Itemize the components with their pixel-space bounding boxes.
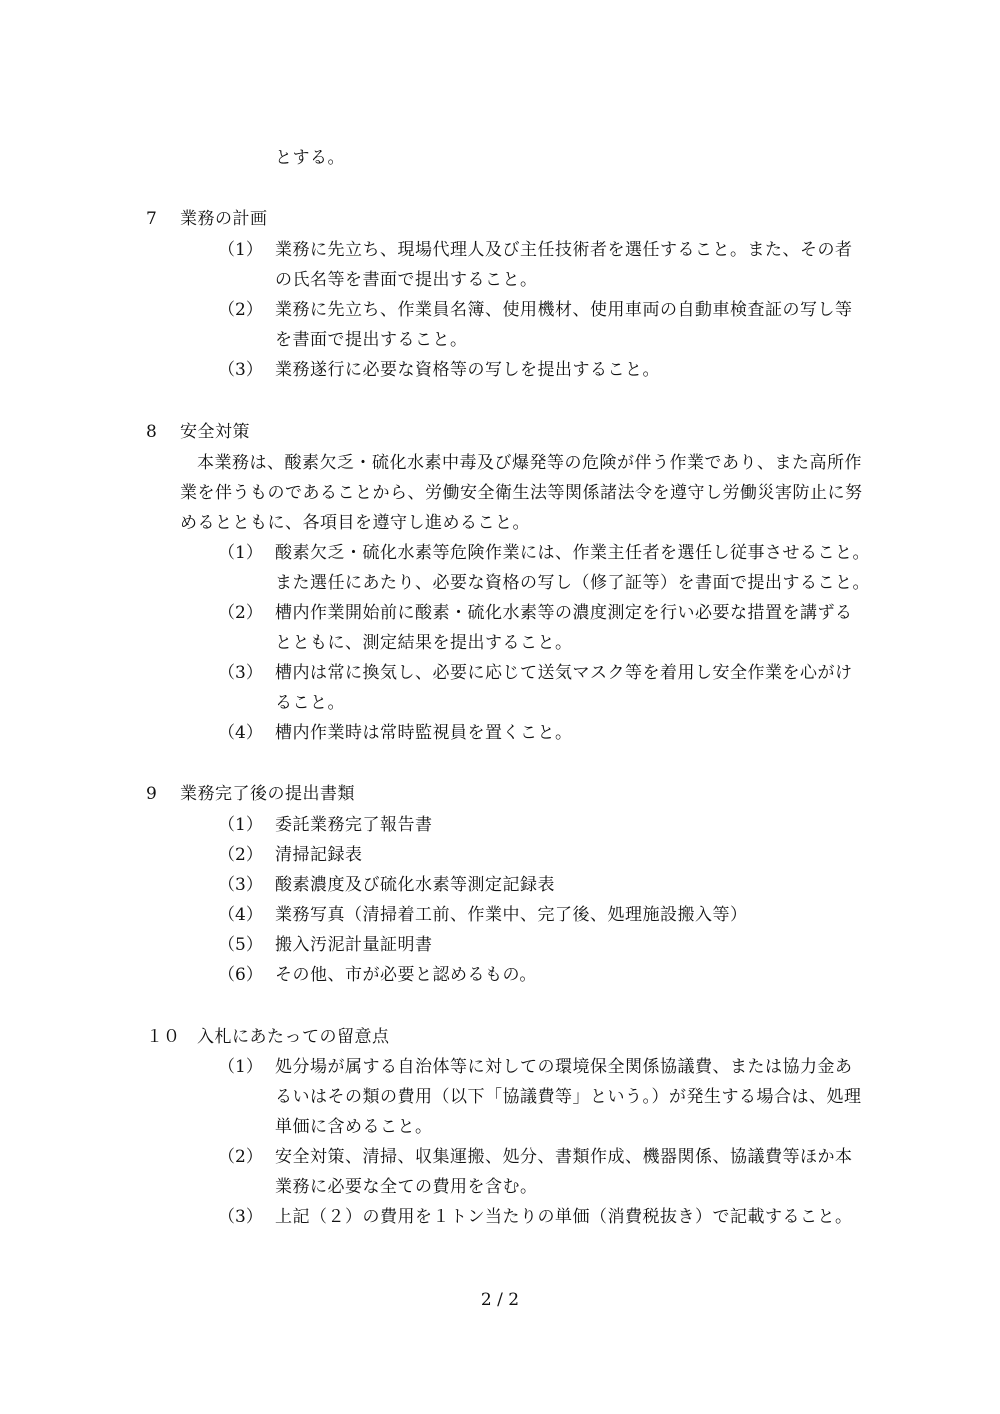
item-text: 酸素欠乏・硫化水素等危険作業には、作業主任者を選任し従事させること。 — [275, 543, 870, 563]
item-text: 槽内作業時は常時監視員を置くこと。 — [275, 723, 573, 743]
section-heading: 入札にあたっての留意点 — [197, 1027, 390, 1047]
section-heading: 業務の計画 — [180, 209, 268, 229]
item-text: 槽内は常に換気し、必要に応じて送気マスク等を着用し安全作業を心がけ — [275, 663, 853, 683]
item-text: 業務に先立ち、作業員名簿、使用機材、使用車両の自動車検査証の写し等 — [275, 300, 853, 320]
item-text: ること。 — [275, 693, 345, 713]
item-text: 上記（２）の費用を１トン当たりの単価（消費税抜き）で記載すること。 — [275, 1207, 853, 1227]
section-number: 7 — [146, 209, 157, 229]
item-label: （1） — [218, 815, 263, 835]
item-label: （2） — [218, 300, 263, 320]
item-text: 委託業務完了報告書 — [275, 815, 433, 835]
item-text: 業務に先立ち、現場代理人及び主任技術者を選任すること。また、その者 — [275, 240, 853, 260]
item-text: 業務に必要な全ての費用を含む。 — [275, 1177, 538, 1197]
item-label: （4） — [218, 905, 263, 925]
section-number: 9 — [146, 784, 157, 804]
item-text: とともに、測定結果を提出すること。 — [275, 633, 573, 653]
section-paragraph: 業を伴うものであることから、労働安全衛生法等関係諸法令を遵守し労働災害防止に努 — [180, 483, 863, 503]
item-label: （3） — [218, 1207, 263, 1227]
item-label: （3） — [218, 663, 263, 683]
item-label: （5） — [218, 935, 263, 955]
item-text: 槽内作業開始前に酸素・硫化水素等の濃度測定を行い必要な措置を講ずる — [275, 603, 853, 623]
item-label: （2） — [218, 603, 263, 623]
item-text: るいはその類の費用（以下「協議費等」という。）が発生する場合は、処理 — [275, 1087, 862, 1107]
item-label: （1） — [218, 1057, 263, 1077]
section-paragraph: 本業務は、酸素欠乏・硫化水素中毒及び爆発等の危険が伴う作業であり、また高所作 — [197, 453, 862, 473]
item-text: 業務遂行に必要な資格等の写しを提出すること。 — [275, 360, 660, 380]
page-number: 2 / 2 — [480, 1290, 520, 1310]
item-text: 清掃記録表 — [275, 845, 363, 865]
item-text: 処分場が属する自治体等に対しての環境保全関係協議費、または協力金あ — [275, 1057, 853, 1077]
item-label: （2） — [218, 1147, 263, 1167]
section-paragraph: めるとともに、各項目を遵守し進めること。 — [180, 513, 530, 533]
item-text: の氏名等を書面で提出すること。 — [275, 270, 538, 290]
item-text: 安全対策、清掃、収集運搬、処分、書類作成、機器関係、協議費等ほか本 — [275, 1147, 853, 1167]
intro-tail: とする。 — [275, 148, 345, 168]
item-text: を書面で提出すること。 — [275, 330, 468, 350]
item-label: （4） — [218, 723, 263, 743]
section-number: 8 — [146, 422, 157, 442]
item-text: 業務写真（清掃着工前、作業中、完了後、処理施設搬入等） — [275, 905, 748, 925]
item-text: 単価に含めること。 — [275, 1117, 433, 1137]
item-label: （2） — [218, 845, 263, 865]
section-heading: 安全対策 — [180, 422, 250, 442]
item-label: （6） — [218, 965, 263, 985]
item-text: また選任にあたり、必要な資格の写し（修了証等）を書面で提出すること。 — [275, 573, 870, 593]
section-number: １０ — [146, 1027, 180, 1047]
item-label: （1） — [218, 543, 263, 563]
item-text: その他、市が必要と認めるもの。 — [275, 965, 537, 985]
section-heading: 業務完了後の提出書類 — [180, 784, 355, 804]
item-label: （3） — [218, 875, 263, 895]
item-text: 酸素濃度及び硫化水素等測定記録表 — [275, 875, 555, 895]
item-label: （1） — [218, 240, 263, 260]
item-label: （3） — [218, 360, 263, 380]
item-text: 搬入汚泥計量証明書 — [275, 935, 433, 955]
